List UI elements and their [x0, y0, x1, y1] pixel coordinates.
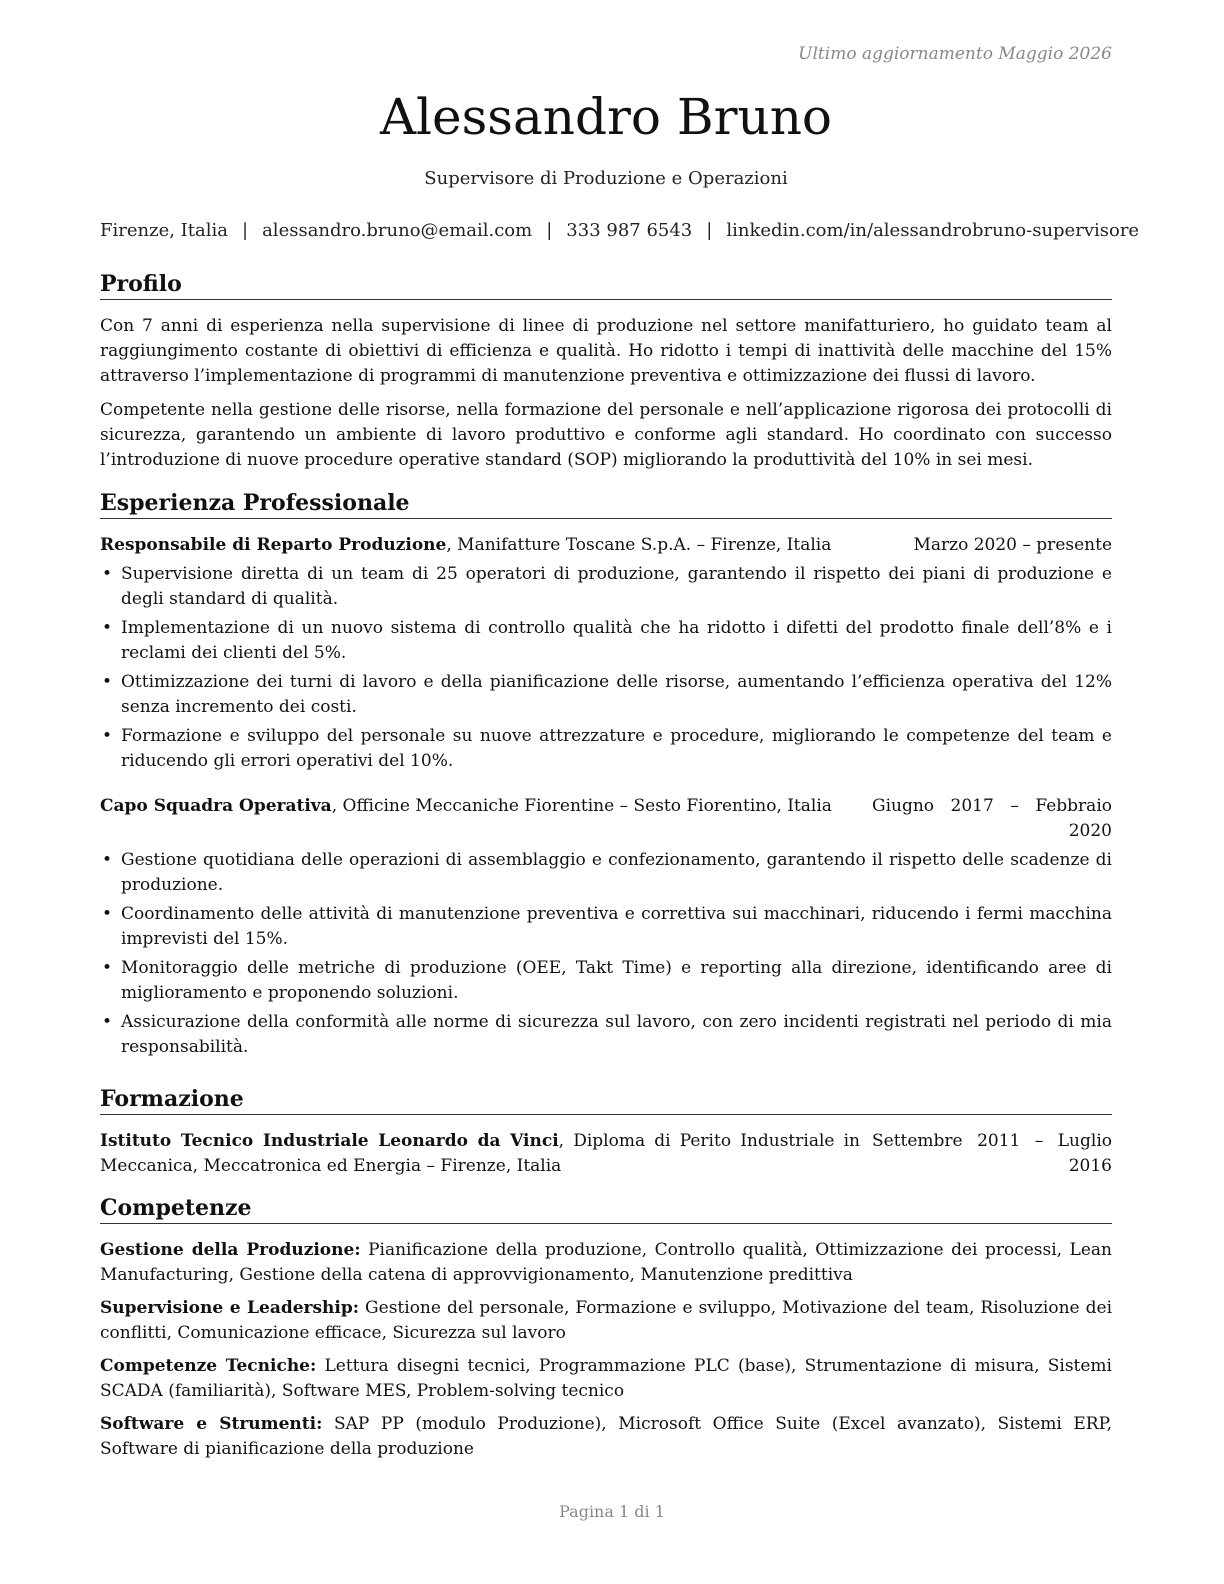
list-item: • Coordinamento delle attività di manutenzione preventiva e correttiva sui macchinari, riducendo i fermi macchina imprevisti del 15%.: [102, 904, 1112, 949]
section-title-education: Formazione: [100, 1085, 1112, 1115]
skill-label: Software e Strumenti:: [100, 1414, 323, 1434]
education-title-line: [100, 1129, 860, 1179]
contact-separator: |: [706, 220, 713, 241]
bullet-icon: •: [102, 904, 113, 924]
education-section: [100, 1085, 1112, 1179]
skill-group: [100, 1296, 1112, 1346]
education-detail: , Diploma di Perito Industriale in Meccanica, Meccatronica ed Energia – Firenze, Italia: [100, 1131, 860, 1176]
page-number: Pagina 1 di 1: [559, 1502, 665, 1521]
job-entry: [100, 794, 1112, 1060]
job-bullets: [100, 848, 1112, 1060]
job-header: [100, 533, 1112, 558]
experience-section: [100, 489, 1112, 1064]
profile-paragraph: Con 7 anni di esperienza nella supervisione di linee di produzione nel settore manifatturiero, ho guidato team al raggiungimento costante di obiettivi di efficienza e qualità. Ho ridotto i tempi di inattività delle macchine del 15% attraverso l’implementazione di programmi di manutenzione preventiva e ottimizzazione dei flussi di lavoro.: [100, 316, 1112, 386]
job-header: [100, 794, 1112, 844]
skill-label: Supervisione e Leadership:: [100, 1298, 360, 1318]
skill-text: SAP PP (modulo Produzione), Microsoft Office Suite (Excel avanzato), Sistemi ERP, Software di pianificazione della produzione: [100, 1414, 1112, 1459]
education-school: Istituto Tecnico Industriale Leonardo da Vinci: [100, 1131, 559, 1151]
section-title-skills: Competenze: [100, 1194, 1112, 1224]
skills-section: [100, 1194, 1112, 1470]
skill-group: [100, 1354, 1112, 1404]
contact-location: Firenze, Italia: [100, 220, 228, 241]
profile-paragraph: Competente nella gestione delle risorse, nella formazione del personale e nell’applicazione rigorosa dei protocolli di sicurezza, garantendo un ambiente di lavoro produttivo e conforme agli standard. Ho coordinato con successo l’introduzione di nuove procedure operative standard (SOP) migliorando la produttività del 10% in sei mesi.: [100, 400, 1112, 470]
job-title-line: [100, 533, 831, 558]
list-item: • Supervisione diretta di un team di 25 operatori di produzione, garantendo il rispetto dei piani di produzione e degli standard di qualità.: [102, 564, 1112, 609]
job-company: , Officine Meccaniche Fiorentine – Sesto Fiorentino, Italia: [331, 796, 832, 816]
skill-group: [100, 1412, 1112, 1462]
job-dates: Giugno 2017 – Febbraio 2020: [872, 796, 1112, 841]
list-item: • Monitoraggio delle metriche di produzione (OEE, Takt Time) e reporting alla direzione, identificando aree di miglioramento e proponendo soluzioni.: [102, 958, 1112, 1003]
job-role: Responsabile di Reparto Produzione: [100, 535, 447, 555]
contact-separator: |: [546, 220, 553, 241]
list-item: • Assicurazione della conformità alle norme di sicurezza sul lavoro, con zero incidenti registrati nel periodo di mia responsabilità.: [102, 1012, 1112, 1057]
job-dates: Marzo 2020 – presente: [913, 535, 1112, 555]
contact-email[interactable]: alessandro.bruno@email.com: [262, 220, 533, 241]
skill-label: Gestione della Produzione:: [100, 1240, 361, 1260]
list-item: • Gestione quotidiana delle operazioni di assemblaggio e confezionamento, garantendo il rispetto delle scadenze di produzione.: [102, 850, 1112, 895]
skill-group: [100, 1238, 1112, 1288]
section-title-profile: Profilo: [100, 270, 1112, 300]
skill-text: Gestione del personale, Formazione e sviluppo, Motivazione del team, Risoluzione dei conflitti, Comunicazione efficace, Sicurezza sul lavoro: [100, 1298, 1113, 1343]
contact-linkedin[interactable]: linkedin.com/in/alessandrobruno-supervisore: [726, 220, 1140, 241]
candidate-name: Alessandro Bruno: [379, 88, 833, 146]
contact-line: [100, 220, 1140, 241]
job-company: , Manifatture Toscane S.p.A. – Firenze, Italia: [446, 535, 832, 555]
bullet-icon: •: [102, 726, 113, 746]
education-entry: [100, 1129, 1112, 1179]
section-title-experience: Esperienza Professionale: [100, 489, 1112, 519]
bullet-icon: •: [102, 672, 113, 692]
list-item: • Formazione e sviluppo del personale su nuove attrezzature e procedure, migliorando le competenze del team e riducendo gli errori operativi del 10%.: [102, 726, 1112, 771]
contact-phone: 333 987 6543: [566, 220, 693, 241]
bullet-icon: •: [102, 850, 113, 870]
bullet-icon: •: [102, 1012, 113, 1032]
skill-label: Competenze Tecniche:: [100, 1356, 317, 1376]
job-bullets: [100, 562, 1112, 774]
bullet-icon: •: [102, 618, 113, 638]
bullet-icon: •: [102, 564, 113, 584]
resume-page: [100, 0, 1140, 1584]
last-updated: Ultimo aggiornamento Maggio 2026: [798, 44, 1112, 64]
list-item: • Ottimizzazione dei turni di lavoro e della pianificazione delle risorse, aumentando l’efficienza operativa del 12% senza incremento dei costi.: [102, 672, 1112, 717]
candidate-title: Supervisore di Produzione e Operazioni: [424, 168, 788, 189]
bullet-icon: •: [102, 958, 113, 978]
list-item: • Implementazione di un nuovo sistema di controllo qualità che ha ridotto i difetti del prodotto finale dell’8% e i reclami dei clienti del 5%.: [102, 618, 1112, 663]
skill-text: Lettura disegni tecnici, Programmazione PLC (base), Strumentazione di misura, Sistemi SCADA (familiarità), Software MES, Problem-solving tecnico: [100, 1356, 1112, 1401]
skill-text: Pianificazione della produzione, Controllo qualità, Ottimizzazione dei processi, Lean Manufacturing, Gestione della catena di approvvigionamento, Manutenzione predittiva: [100, 1240, 1112, 1285]
education-dates: Settembre 2011 – Luglio 2016: [872, 1131, 1112, 1176]
profile-section: [100, 270, 1112, 473]
job-role: Capo Squadra Operativa: [100, 796, 332, 816]
contact-separator: |: [242, 220, 249, 241]
job-entry: [100, 533, 1112, 774]
job-title-line: [100, 794, 832, 844]
